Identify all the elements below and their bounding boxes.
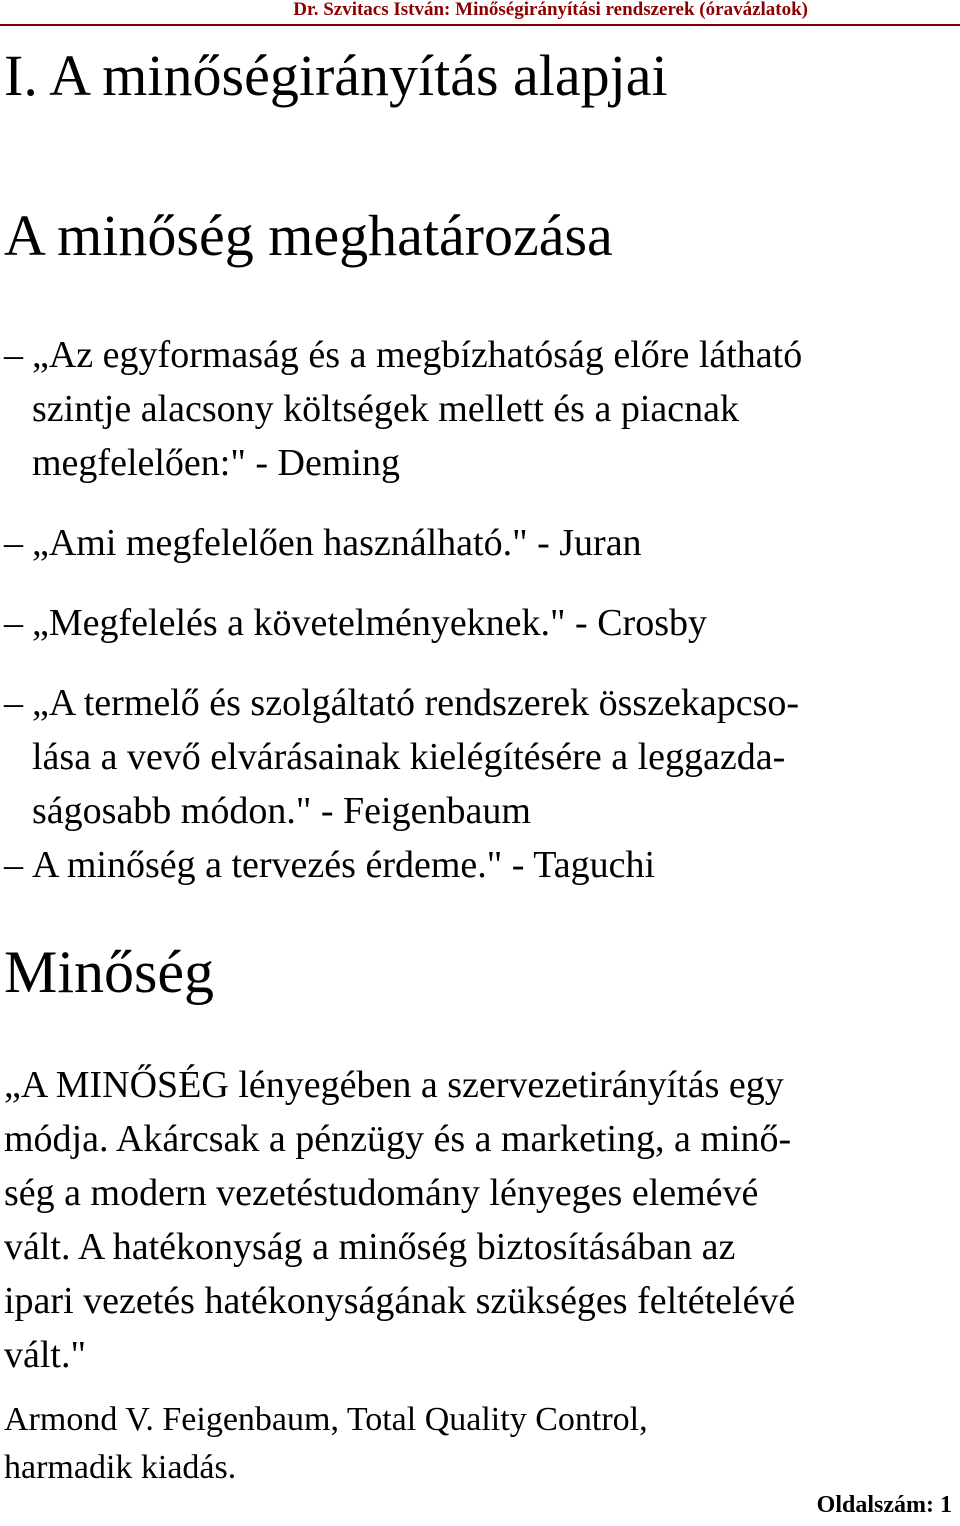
quote-line: vált. A hatékonyság a minőség biztosításában az [4,1226,736,1268]
definition-item [0,676,960,838]
section-title: I. A minőségirányítás alapjai [4,43,668,108]
quality-heading: Minőség [4,939,214,1005]
definition-line: A minőség a tervezés érdeme." - Taguchi [32,844,656,886]
definition-item [0,838,960,892]
dash-bullet: – [4,602,23,644]
page-header [0,0,960,26]
definition-line: „Ami megfelelően használható." - Juran [32,522,642,564]
definition-line: „Az egyformaság és a megbízhatóság előre látható [32,334,803,376]
definition-line: ságosabb módon." - Feigenbaum [32,790,531,832]
quote-line: vált." [4,1334,86,1376]
dash-bullet: – [4,334,23,376]
citation-line: Armond V. Feigenbaum, Total Quality Control, [4,1401,648,1438]
quote-line: ipari vezetés hatékonyságának szükséges feltételévé [4,1280,796,1322]
page-number: Oldalszám: 1 [816,1492,952,1518]
definition-line: „A termelő és szolgáltató rendszerek összekapcso- [32,682,800,724]
definition-line: megfelelően:" - Deming [32,442,400,484]
dash-bullet: – [4,522,23,564]
dash-bullet: – [4,682,23,724]
quote-line: módja. Akárcsak a pénzügy és a marketing, a minő- [4,1118,792,1160]
definition-item [0,516,960,570]
feigenbaum-quote [4,1058,954,1382]
citation [4,1396,954,1492]
definition-item [0,596,960,650]
quote-line: ség a modern vezetéstudomány lényeges elemévé [4,1172,759,1214]
definition-line: lása a vevő elvárásainak kielégítésére a leggazda- [32,736,786,778]
definition-item [0,328,960,490]
definition-list [0,328,960,892]
header-text: Dr. Szvitacs István: Minőségirányítási rendszerek (óravázlatok) [293,0,808,20]
definition-line: szintje alacsony költségek mellett és a piacnak [32,388,739,430]
subsection-title: A minőség meghatározása [4,203,613,268]
citation-line: harmadik kiadás. [4,1449,237,1486]
dash-bullet: – [4,844,23,886]
quote-line: „A MINŐSÉG lényegében a szervezetirányítás egy [4,1064,784,1106]
definition-line: „Megfelelés a követelményeknek." - Crosby [32,602,708,644]
